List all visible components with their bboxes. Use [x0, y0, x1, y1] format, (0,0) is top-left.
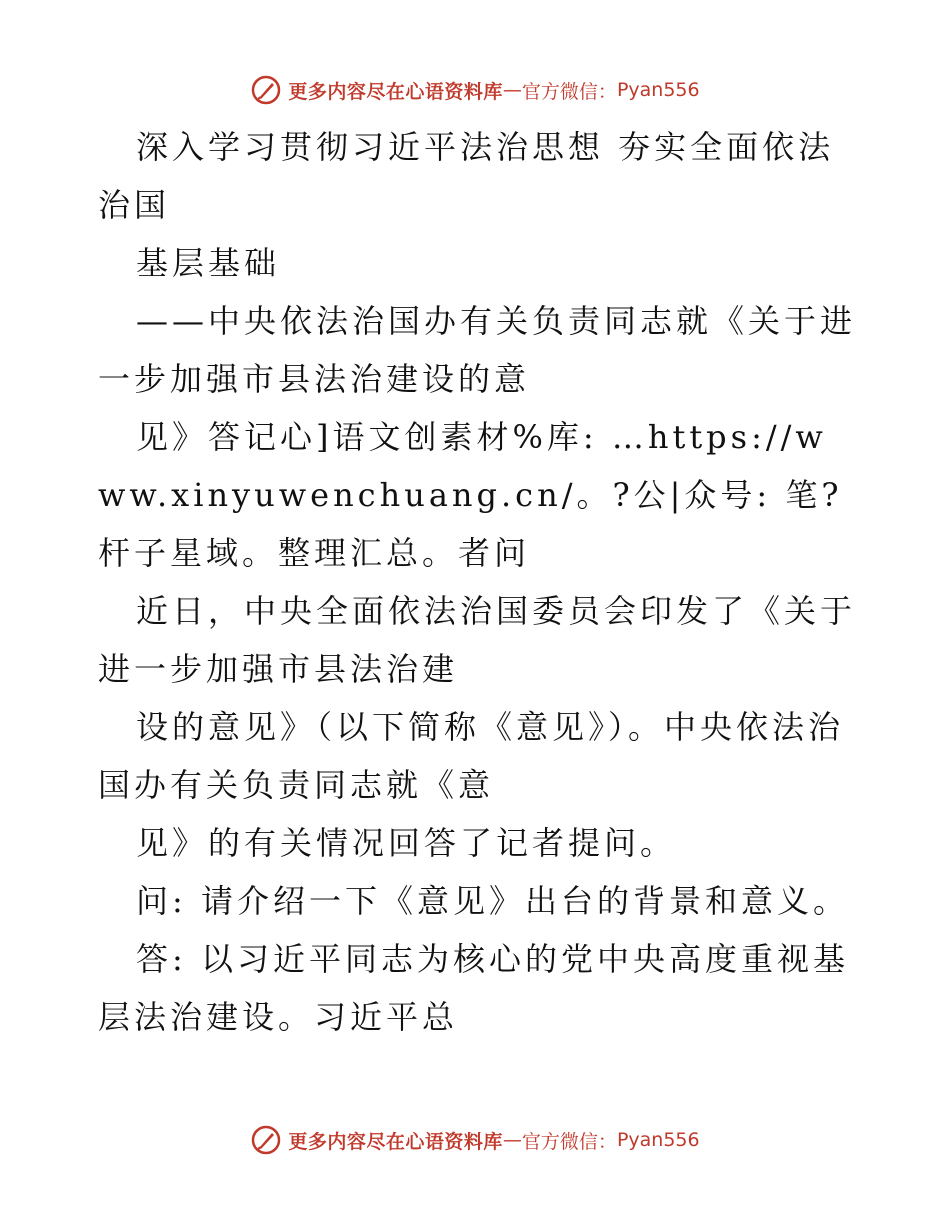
banner-separator: —	[502, 79, 522, 101]
answer-1: 答: 以习近平同志为核心的党中央高度重视基层法治建设。习近平总	[98, 940, 849, 1036]
quill-logo-icon	[250, 74, 282, 106]
footer-banner	[0, 1120, 950, 1160]
banner-wechat-label: 官方微信：	[521, 1130, 617, 1153]
document-title-line2: 基层基础	[136, 244, 281, 282]
document-title-line1: 深入学习贯彻习近平法治思想 夯实全面依法治国	[98, 128, 835, 224]
banner-title: 更多内容尽在心语资料库	[288, 80, 503, 103]
document-subtitle: ——中央依法治国办有关负责同志就《关于进一步加强市县法治建设的意	[98, 302, 857, 398]
banner-wechat-label: 官方微信：	[521, 80, 617, 103]
paragraph-intro: 近日，中央全面依法治国委员会印发了《关于进一步加强市县法治建	[98, 592, 857, 688]
paragraph-intro-end: 见》的有关情况回答了记者提问。	[136, 824, 677, 862]
header-banner	[0, 70, 950, 110]
paragraph-intro-cont: 设的意见》（以下简称《意见》）。中央依法治国办有关负责同志就《意	[98, 708, 845, 804]
quill-logo-icon	[250, 1124, 282, 1156]
banner-separator: —	[502, 1129, 522, 1151]
document-body	[98, 118, 858, 1046]
question-1: 问: 请介绍一下《意见》出台的背景和意义。	[136, 882, 849, 920]
banner-title: 更多内容尽在心语资料库	[288, 1130, 503, 1153]
banner-wechat-id: Pyan556	[616, 1129, 700, 1151]
banner-wechat-id: Pyan556	[616, 79, 700, 101]
paragraph-source-note: 见》答记心]语文创素材%库: …https://www.xinyuwenchuang.cn/。?公|众号: 笔?杆子星域。整理汇总。者问	[98, 418, 843, 572]
